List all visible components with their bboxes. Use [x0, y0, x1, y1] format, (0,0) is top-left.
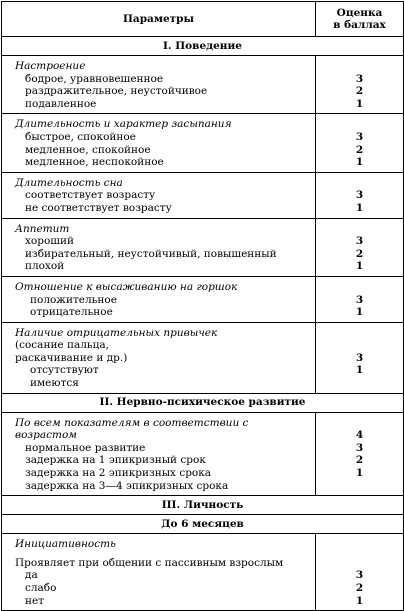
habits-params	[2, 322, 316, 393]
section-row-behavior	[2, 37, 404, 56]
assessment-table	[1, 1, 404, 611]
list-item: отрицательное	[30, 306, 113, 319]
table-row	[2, 114, 404, 172]
list-item: положительное	[30, 293, 117, 306]
score-value: 4	[355, 429, 364, 442]
potty-scores	[316, 276, 404, 322]
list-item: медленное, спокойное	[25, 143, 151, 156]
score-value: 2	[355, 582, 364, 594]
habits-title-rest: (сосание пальца,	[15, 339, 109, 352]
section-row-personality	[2, 496, 404, 515]
score-value: 2	[355, 247, 364, 260]
section-title-neuro: II. Нервно-психическое развитие	[2, 393, 404, 412]
habits-title-line	[15, 327, 311, 352]
list-item: нормальное развитие	[25, 441, 146, 454]
score-value: 2	[355, 454, 364, 467]
score-value: 3	[355, 130, 364, 143]
score-value: 1	[355, 156, 364, 169]
score-value: 1	[355, 260, 364, 273]
list-item: бодрое, уравновешенное	[25, 72, 164, 85]
score-value: 1	[355, 97, 364, 110]
score-value: 1	[355, 201, 364, 214]
header-params: Параметры	[2, 2, 316, 37]
header-score-line2: в баллах	[333, 19, 386, 31]
list-item: имеются	[30, 377, 79, 390]
table-row	[2, 322, 404, 393]
section-row-neuro	[2, 393, 404, 412]
table-row	[2, 412, 404, 496]
sleep-onset-title: Длительность и характер засыпания	[15, 118, 232, 131]
table-row	[2, 276, 404, 322]
list-item: хороший	[25, 235, 75, 248]
score-value: 3	[355, 72, 364, 85]
initiative-title: Инициативность	[15, 538, 116, 551]
list-item: плохой	[25, 260, 65, 273]
development-title: По всем показателям в соответствии с возрастом	[15, 416, 249, 442]
score-value: 1	[355, 306, 364, 319]
habits-title-line2: раскачивание и др.)	[15, 351, 128, 364]
score-value: 1	[355, 594, 364, 607]
initiative-params	[2, 534, 316, 611]
habits-title: Наличие отрицательных привычек	[15, 326, 218, 339]
list-item: задержка на 3—4 эпикризных срока	[25, 479, 229, 492]
table-row	[2, 172, 404, 218]
section-title-age-group: До 6 месяцев	[2, 515, 404, 534]
list-item: задержка на 2 эпикризных срока	[25, 467, 212, 480]
list-item: медленное, неспокойное	[25, 156, 164, 169]
score-value: 3	[355, 569, 364, 582]
header-score	[316, 2, 404, 37]
header-score-line1: Оценка	[336, 7, 383, 19]
initiative-scores	[316, 534, 404, 611]
section-title-personality: III. Личность	[2, 496, 404, 515]
score-value: 2	[355, 143, 364, 156]
habits-scores	[316, 322, 404, 393]
initiative-subtitle: Проявляет при общении с пассивным взрослым	[15, 556, 284, 569]
mood-scores	[316, 56, 404, 114]
list-item: не соответствует возрасту	[25, 201, 172, 214]
section-row-age-group	[2, 515, 404, 534]
sleep-onset-params	[2, 114, 316, 172]
score-value: 3	[355, 189, 364, 202]
list-item: нет	[25, 594, 45, 607]
development-params	[2, 412, 316, 496]
table-row	[2, 56, 404, 114]
score-value: 3	[355, 235, 364, 248]
sleep-onset-scores	[316, 114, 404, 172]
table-row	[2, 534, 404, 611]
list-item: избирательный, неустойчивый, повышенный	[25, 247, 277, 260]
list-item: задержка на 1 эпикризный срок	[25, 454, 206, 467]
score-value: 2	[355, 85, 364, 98]
mood-title: Настроение	[15, 60, 86, 72]
potty-params	[2, 276, 316, 322]
list-item: слабо	[25, 582, 57, 594]
appetite-params	[2, 218, 316, 276]
potty-title: Отношение к высаживанию на горшок	[15, 280, 238, 293]
list-item: отсутствуют	[30, 364, 99, 377]
appetite-scores	[316, 218, 404, 276]
mood-params	[2, 56, 316, 114]
score-value: 3	[355, 351, 364, 364]
table-row	[2, 218, 404, 276]
table-header-row	[2, 2, 404, 37]
sleep-duration-title: Длительность сна	[15, 176, 123, 189]
section-title-behavior: I. Поведение	[2, 37, 404, 56]
score-value: 1	[355, 467, 364, 480]
score-value: 1	[355, 364, 364, 377]
score-value: 3	[355, 293, 364, 306]
list-item: соответствует возрасту	[25, 189, 156, 202]
list-item: да	[25, 569, 38, 582]
list-item: раздражительное, неустойчивое	[25, 85, 208, 98]
list-item: подавленное	[25, 97, 97, 110]
appetite-title: Аппетит	[15, 222, 70, 235]
score-value: 3	[355, 441, 364, 454]
list-item: быстрое, спокойное	[25, 130, 136, 143]
development-scores	[316, 412, 404, 496]
sleep-duration-params	[2, 172, 316, 218]
sleep-duration-scores	[316, 172, 404, 218]
